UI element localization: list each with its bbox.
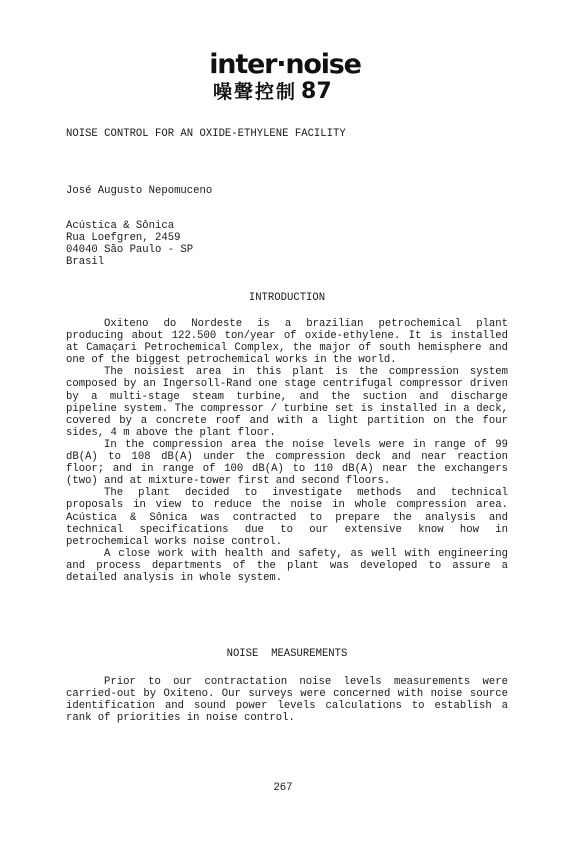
introduction-body [66, 318, 508, 584]
logo-wordmark: inter·noise [209, 49, 361, 80]
affiliation-line: Acústica & Sônica [66, 220, 175, 232]
conference-logo [205, 50, 365, 110]
affiliation-line: Brasil [66, 256, 105, 269]
paragraph: Oxiteno do Nordeste is a brazilian petrochemical plant producing about 122.500 ton/year of oxide-ethylene. It is installed at Camaçari Petrochemical Complex, the major of south hemisphere and one of the biggest petrochemical works in the world. [66, 318, 508, 367]
paragraph: The noisiest area in this plant is the compression system composed by an Ingersoll-Rand one stage centrifugal compressor driven by a multi-stage steam turbine, and the suction and discharge pipeline system. The compressor / turbine set is installed in a deck, covered by a concrete roof and with a light partition on the four sides, 4 m above the plant floor. [66, 366, 508, 439]
author-name: José Augusto Nepomuceno [66, 185, 213, 197]
paragraph: The plant decided to investigate methods and technical proposals in view to reduce the noise in whole compression area. Acústica & Sônica was contracted to prepare the analysis and technical specifications due to our extensive know how in petrochemical works noise control. [66, 487, 508, 548]
logo-subtitle-line [205, 80, 365, 104]
paragraph: A close work with health and safety, as well with engineering and process departments of the plant was developed to assure a detailed analysis in whole system. [66, 547, 508, 584]
paragraph: In the compression area the noise levels were in range of 99 dB(A) to 108 dB(A) under the compression deck and near reaction floor; and in range of 100 dB(A) to 110 dB(A) near the exchangers (two) and at mixture-tower first and second floors. [66, 438, 508, 488]
author-affiliation [66, 220, 193, 268]
noise-measurements-body [66, 676, 508, 724]
logo-chinese-subtitle: 噪聲控制 [213, 81, 298, 103]
section-heading-noise-measurements: NOISE MEASUREMENTS [226, 648, 348, 660]
logo-year: 87 [301, 79, 332, 104]
affiliation-line: 04040 São Paulo - SP [66, 244, 194, 257]
page-number: 267 [273, 782, 293, 794]
paper-title: NOISE CONTROL FOR AN OXIDE-ETHYLENE FACILITY [66, 128, 346, 140]
paragraph: Prior to our contractation noise levels measurements were carried-out by Oxiteno. Our surveys were concerned with noise source identification and sound power levels calculations to establish a rank of priorities in noise control. [66, 676, 508, 725]
affiliation-line: Rua Loefgren, 2459 [66, 232, 181, 245]
section-heading-introduction: INTRODUCTION [248, 292, 326, 304]
